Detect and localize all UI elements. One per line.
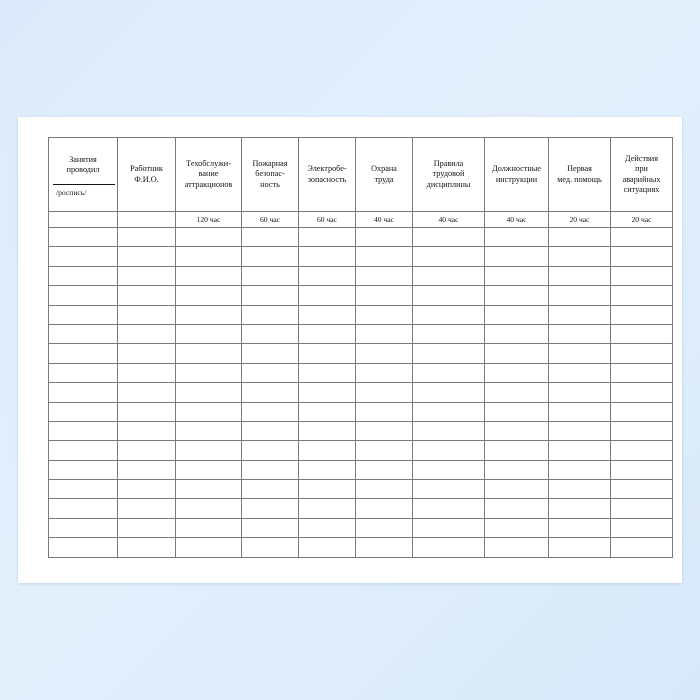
table-cell-empty[interactable] bbox=[118, 518, 176, 537]
header-line: Первая bbox=[567, 164, 592, 174]
table-cell-empty[interactable] bbox=[356, 363, 413, 382]
table-cell-empty[interactable] bbox=[176, 441, 242, 460]
table-cell-empty[interactable] bbox=[413, 518, 485, 537]
table-cell-empty[interactable] bbox=[242, 402, 299, 421]
table-cell-empty[interactable] bbox=[176, 305, 242, 324]
table-cell-empty[interactable] bbox=[49, 305, 118, 324]
table-cell-empty[interactable] bbox=[356, 518, 413, 537]
table-cell-empty[interactable] bbox=[242, 383, 299, 402]
header-line: Пожарная bbox=[252, 159, 288, 169]
table-cell-empty[interactable] bbox=[356, 441, 413, 460]
signature-caption: /роспись/ bbox=[56, 188, 87, 197]
table-cell-empty[interactable] bbox=[485, 421, 549, 440]
table-cell-empty[interactable] bbox=[485, 305, 549, 324]
table-cell-empty[interactable] bbox=[299, 441, 356, 460]
table-cell-empty[interactable] bbox=[242, 518, 299, 537]
table-cell-empty[interactable] bbox=[549, 480, 611, 499]
table-cell-empty[interactable] bbox=[118, 383, 176, 402]
table-cell-empty[interactable] bbox=[299, 460, 356, 479]
header-line: Действия bbox=[625, 154, 658, 163]
column-header-first-aid bbox=[549, 138, 611, 212]
table-cell-empty[interactable] bbox=[242, 421, 299, 440]
table-cell-empty[interactable] bbox=[176, 421, 242, 440]
header-line: зопасность bbox=[307, 174, 347, 184]
table-cell-empty[interactable] bbox=[549, 266, 611, 285]
column-header-conducted-by-label bbox=[53, 155, 113, 176]
table-cell-empty[interactable] bbox=[49, 480, 118, 499]
table-cell-empty[interactable] bbox=[299, 228, 356, 247]
table-cell-empty[interactable] bbox=[242, 538, 299, 557]
table-cell-empty[interactable] bbox=[176, 324, 242, 343]
table-cell-empty[interactable] bbox=[485, 324, 549, 343]
table-cell-empty[interactable] bbox=[549, 305, 611, 324]
table-cell-empty[interactable] bbox=[176, 247, 242, 266]
hours-cell: 20 час bbox=[549, 212, 611, 228]
table-cell-empty[interactable] bbox=[485, 247, 549, 266]
table-row[interactable] bbox=[49, 383, 673, 402]
table-cell-empty[interactable] bbox=[413, 286, 485, 305]
paper-sheet bbox=[18, 117, 682, 583]
table-cell-empty[interactable] bbox=[49, 247, 118, 266]
table-cell-empty[interactable] bbox=[356, 460, 413, 479]
header-line: мед. помощь bbox=[557, 174, 602, 184]
table-cell-empty[interactable] bbox=[299, 344, 356, 363]
table-row[interactable] bbox=[49, 363, 673, 382]
table-cell-empty[interactable] bbox=[176, 480, 242, 499]
table-row[interactable] bbox=[49, 324, 673, 343]
signature-line bbox=[53, 184, 115, 185]
hours-cell-empty bbox=[118, 212, 176, 228]
table-header-row bbox=[49, 138, 673, 212]
table-cell-empty[interactable] bbox=[611, 421, 673, 440]
table-cell-empty[interactable] bbox=[611, 538, 673, 557]
table-cell-empty[interactable] bbox=[118, 266, 176, 285]
table-cell-empty[interactable] bbox=[413, 460, 485, 479]
table-row[interactable] bbox=[49, 480, 673, 499]
table-cell-empty[interactable] bbox=[49, 421, 118, 440]
table-row[interactable] bbox=[49, 266, 673, 285]
table-cell-empty[interactable] bbox=[549, 228, 611, 247]
table-cell-empty[interactable] bbox=[242, 363, 299, 382]
table-cell-empty[interactable] bbox=[299, 383, 356, 402]
header-line: Должностные bbox=[492, 164, 541, 174]
table-cell-empty[interactable] bbox=[356, 538, 413, 557]
hours-cell: 120 час bbox=[176, 212, 242, 228]
column-header-worker-name bbox=[118, 138, 176, 212]
table-cell-empty[interactable] bbox=[611, 266, 673, 285]
table-row[interactable] bbox=[49, 499, 673, 518]
table-cell-empty[interactable] bbox=[485, 402, 549, 421]
table-cell-empty[interactable] bbox=[49, 286, 118, 305]
table-cell-empty[interactable] bbox=[413, 441, 485, 460]
table-cell-empty[interactable] bbox=[299, 402, 356, 421]
table-cell-empty[interactable] bbox=[485, 538, 549, 557]
table-cell-empty[interactable] bbox=[611, 305, 673, 324]
table-cell-empty[interactable] bbox=[176, 518, 242, 537]
table-cell-empty[interactable] bbox=[549, 383, 611, 402]
table-cell-empty[interactable] bbox=[356, 480, 413, 499]
hours-cell: 60 час bbox=[242, 212, 299, 228]
hours-cell: 60 час bbox=[299, 212, 356, 228]
table-cell-empty[interactable] bbox=[356, 286, 413, 305]
table-cell-empty[interactable] bbox=[549, 499, 611, 518]
table-cell-empty[interactable] bbox=[176, 402, 242, 421]
table-cell-empty[interactable] bbox=[242, 460, 299, 479]
table-cell-empty[interactable] bbox=[118, 421, 176, 440]
table-cell-empty[interactable] bbox=[549, 344, 611, 363]
table-row[interactable] bbox=[49, 247, 673, 266]
table-cell-empty[interactable] bbox=[356, 402, 413, 421]
table-row[interactable] bbox=[49, 344, 673, 363]
header-line: трудовой bbox=[432, 169, 465, 179]
table-cell-empty[interactable] bbox=[118, 324, 176, 343]
table-cell-empty[interactable] bbox=[118, 228, 176, 247]
column-header-electrical-safety bbox=[299, 138, 356, 212]
table-cell-empty[interactable] bbox=[49, 441, 118, 460]
table-cell-empty[interactable] bbox=[413, 247, 485, 266]
header-line: при bbox=[635, 164, 648, 174]
table-cell-empty[interactable] bbox=[49, 266, 118, 285]
table-cell-empty[interactable] bbox=[176, 460, 242, 479]
table-cell-empty[interactable] bbox=[549, 421, 611, 440]
hours-cell-empty bbox=[49, 212, 118, 228]
table-cell-empty[interactable] bbox=[356, 383, 413, 402]
table-row[interactable] bbox=[49, 286, 673, 305]
table-row[interactable] bbox=[49, 441, 673, 460]
table-cell-empty[interactable] bbox=[118, 363, 176, 382]
column-header-labor-protection bbox=[356, 138, 413, 212]
table-cell-empty[interactable] bbox=[299, 266, 356, 285]
table-cell-empty[interactable] bbox=[176, 363, 242, 382]
header-line: инструкции bbox=[495, 174, 538, 184]
table-cell-empty[interactable] bbox=[176, 383, 242, 402]
hours-row bbox=[49, 212, 673, 228]
table-cell-empty[interactable] bbox=[242, 344, 299, 363]
table-cell-empty[interactable] bbox=[549, 460, 611, 479]
table-cell-empty[interactable] bbox=[176, 344, 242, 363]
table-cell-empty[interactable] bbox=[242, 324, 299, 343]
table-cell-empty[interactable] bbox=[299, 499, 356, 518]
header-line: ность bbox=[260, 179, 280, 189]
header-line: Техобслужи- bbox=[186, 159, 231, 169]
table-cell-empty[interactable] bbox=[413, 421, 485, 440]
table-cell-empty[interactable] bbox=[356, 228, 413, 247]
table-cell-empty[interactable] bbox=[49, 518, 118, 537]
table-cell-empty[interactable] bbox=[299, 247, 356, 266]
table-cell-empty[interactable] bbox=[549, 247, 611, 266]
table-cell-empty[interactable] bbox=[611, 344, 673, 363]
table-cell-empty[interactable] bbox=[356, 247, 413, 266]
hours-cell: 20 час bbox=[611, 212, 673, 228]
column-header-labor-discipline-rules bbox=[413, 138, 485, 212]
table-cell-empty[interactable] bbox=[485, 286, 549, 305]
table-cell-empty[interactable] bbox=[413, 499, 485, 518]
header-line: Правила bbox=[433, 159, 464, 169]
table-cell-empty[interactable] bbox=[611, 324, 673, 343]
table-cell-empty[interactable] bbox=[549, 324, 611, 343]
table-cell-empty[interactable] bbox=[299, 286, 356, 305]
table-cell-empty[interactable] bbox=[485, 460, 549, 479]
table-cell-empty[interactable] bbox=[176, 538, 242, 557]
table-row[interactable] bbox=[49, 421, 673, 440]
table-cell-empty[interactable] bbox=[242, 266, 299, 285]
hours-cell: 40 час bbox=[413, 212, 485, 228]
table-cell-empty[interactable] bbox=[485, 383, 549, 402]
table-cell-empty[interactable] bbox=[485, 363, 549, 382]
table-cell-empty[interactable] bbox=[413, 402, 485, 421]
table-cell-empty[interactable] bbox=[299, 538, 356, 557]
table-row[interactable] bbox=[49, 538, 673, 557]
table-cell-empty[interactable] bbox=[485, 344, 549, 363]
table-cell-empty[interactable] bbox=[413, 305, 485, 324]
table-cell-empty[interactable] bbox=[49, 460, 118, 479]
column-header-emergency-actions bbox=[611, 138, 673, 212]
table-cell-empty[interactable] bbox=[299, 305, 356, 324]
table-cell-empty[interactable] bbox=[549, 441, 611, 460]
table-cell-empty[interactable] bbox=[118, 247, 176, 266]
table-cell-empty[interactable] bbox=[413, 324, 485, 343]
table-cell-empty[interactable] bbox=[356, 421, 413, 440]
header-line: аварийных bbox=[622, 174, 661, 184]
header-line: безопас- bbox=[255, 169, 285, 179]
header-line: аттракционов bbox=[184, 179, 233, 189]
table-row[interactable] bbox=[49, 518, 673, 537]
table-cell-empty[interactable] bbox=[413, 344, 485, 363]
table-cell-empty[interactable] bbox=[356, 266, 413, 285]
table-cell-empty[interactable] bbox=[118, 460, 176, 479]
table-cell-empty[interactable] bbox=[356, 344, 413, 363]
table-cell-empty[interactable] bbox=[611, 363, 673, 382]
hours-cell: 40 час bbox=[485, 212, 549, 228]
table-cell-empty[interactable] bbox=[611, 228, 673, 247]
header-line: ситуациях bbox=[623, 184, 660, 194]
table-cell-empty[interactable] bbox=[242, 499, 299, 518]
table-cell-empty[interactable] bbox=[242, 441, 299, 460]
table-cell-empty[interactable] bbox=[485, 499, 549, 518]
table-cell-empty[interactable] bbox=[49, 363, 118, 382]
header-line: Охрана bbox=[371, 164, 397, 174]
training-journal-table bbox=[48, 137, 673, 558]
table-cell-empty[interactable] bbox=[118, 538, 176, 557]
table-cell-empty[interactable] bbox=[611, 518, 673, 537]
table-cell-empty[interactable] bbox=[49, 324, 118, 343]
table-cell-empty[interactable] bbox=[356, 305, 413, 324]
table-cell-empty[interactable] bbox=[118, 480, 176, 499]
column-header-ride-maintenance bbox=[176, 138, 242, 212]
table-cell-empty[interactable] bbox=[413, 383, 485, 402]
table-cell-empty[interactable] bbox=[242, 247, 299, 266]
table-cell-empty[interactable] bbox=[118, 499, 176, 518]
table-cell-empty[interactable] bbox=[49, 499, 118, 518]
table-cell-empty[interactable] bbox=[299, 480, 356, 499]
table-cell-empty[interactable] bbox=[485, 518, 549, 537]
table-cell-empty[interactable] bbox=[611, 480, 673, 499]
table-cell-empty[interactable] bbox=[485, 480, 549, 499]
table-row[interactable] bbox=[49, 402, 673, 421]
table-cell-empty[interactable] bbox=[549, 518, 611, 537]
table-row[interactable] bbox=[49, 228, 673, 247]
table-cell-empty[interactable] bbox=[242, 480, 299, 499]
table-cell-empty[interactable] bbox=[485, 441, 549, 460]
table-cell-empty[interactable] bbox=[242, 228, 299, 247]
table-cell-empty[interactable] bbox=[49, 383, 118, 402]
table-cell-empty[interactable] bbox=[118, 402, 176, 421]
table-cell-empty[interactable] bbox=[549, 538, 611, 557]
column-header-job-instructions bbox=[485, 138, 549, 212]
table-cell-empty[interactable] bbox=[611, 247, 673, 266]
column-header-conducted-by bbox=[49, 138, 118, 212]
column-header-fire-safety bbox=[242, 138, 299, 212]
table-cell-empty[interactable] bbox=[485, 266, 549, 285]
table-cell-empty[interactable] bbox=[242, 286, 299, 305]
table-cell-empty[interactable] bbox=[49, 538, 118, 557]
table-cell-empty[interactable] bbox=[176, 499, 242, 518]
hours-cell: 40 час bbox=[356, 212, 413, 228]
table-cell-empty[interactable] bbox=[49, 402, 118, 421]
table-cell-empty[interactable] bbox=[118, 441, 176, 460]
table-cell-empty[interactable] bbox=[176, 286, 242, 305]
table-row[interactable] bbox=[49, 305, 673, 324]
header-line: Работник bbox=[130, 164, 163, 174]
table-cell-empty[interactable] bbox=[356, 324, 413, 343]
header-line: Занятия bbox=[69, 154, 97, 164]
table-container bbox=[48, 137, 661, 558]
table-cell-empty[interactable] bbox=[176, 228, 242, 247]
table-cell-empty[interactable] bbox=[549, 363, 611, 382]
table-cell-empty[interactable] bbox=[413, 538, 485, 557]
table-cell-empty[interactable] bbox=[299, 363, 356, 382]
table-cell-empty[interactable] bbox=[611, 286, 673, 305]
table-cell-empty[interactable] bbox=[299, 324, 356, 343]
table-cell-empty[interactable] bbox=[485, 228, 549, 247]
header-line: вание bbox=[198, 169, 219, 179]
table-cell-empty[interactable] bbox=[611, 460, 673, 479]
table-cell-empty[interactable] bbox=[299, 518, 356, 537]
header-line: Электробе- bbox=[307, 164, 347, 174]
table-cell-empty[interactable] bbox=[118, 344, 176, 363]
table-cell-empty[interactable] bbox=[118, 305, 176, 324]
table-cell-empty[interactable] bbox=[176, 266, 242, 285]
header-line: проводил bbox=[66, 164, 100, 174]
header-line: труда bbox=[374, 174, 394, 184]
table-cell-empty[interactable] bbox=[611, 499, 673, 518]
table-cell-empty[interactable] bbox=[356, 499, 413, 518]
table-cell-empty[interactable] bbox=[549, 286, 611, 305]
table-cell-empty[interactable] bbox=[611, 402, 673, 421]
table-cell-empty[interactable] bbox=[118, 286, 176, 305]
header-line: дисциплины bbox=[426, 179, 471, 189]
table-cell-empty[interactable] bbox=[413, 228, 485, 247]
table-cell-empty[interactable] bbox=[242, 305, 299, 324]
header-line: Ф.И.О. bbox=[134, 174, 159, 184]
table-row[interactable] bbox=[49, 460, 673, 479]
table-cell-empty[interactable] bbox=[413, 266, 485, 285]
table-cell-empty[interactable] bbox=[611, 441, 673, 460]
table-cell-empty[interactable] bbox=[49, 228, 118, 247]
table-cell-empty[interactable] bbox=[49, 344, 118, 363]
table-cell-empty[interactable] bbox=[413, 363, 485, 382]
table-cell-empty[interactable] bbox=[413, 480, 485, 499]
table-cell-empty[interactable] bbox=[549, 402, 611, 421]
table-cell-empty[interactable] bbox=[299, 421, 356, 440]
table-cell-empty[interactable] bbox=[611, 383, 673, 402]
